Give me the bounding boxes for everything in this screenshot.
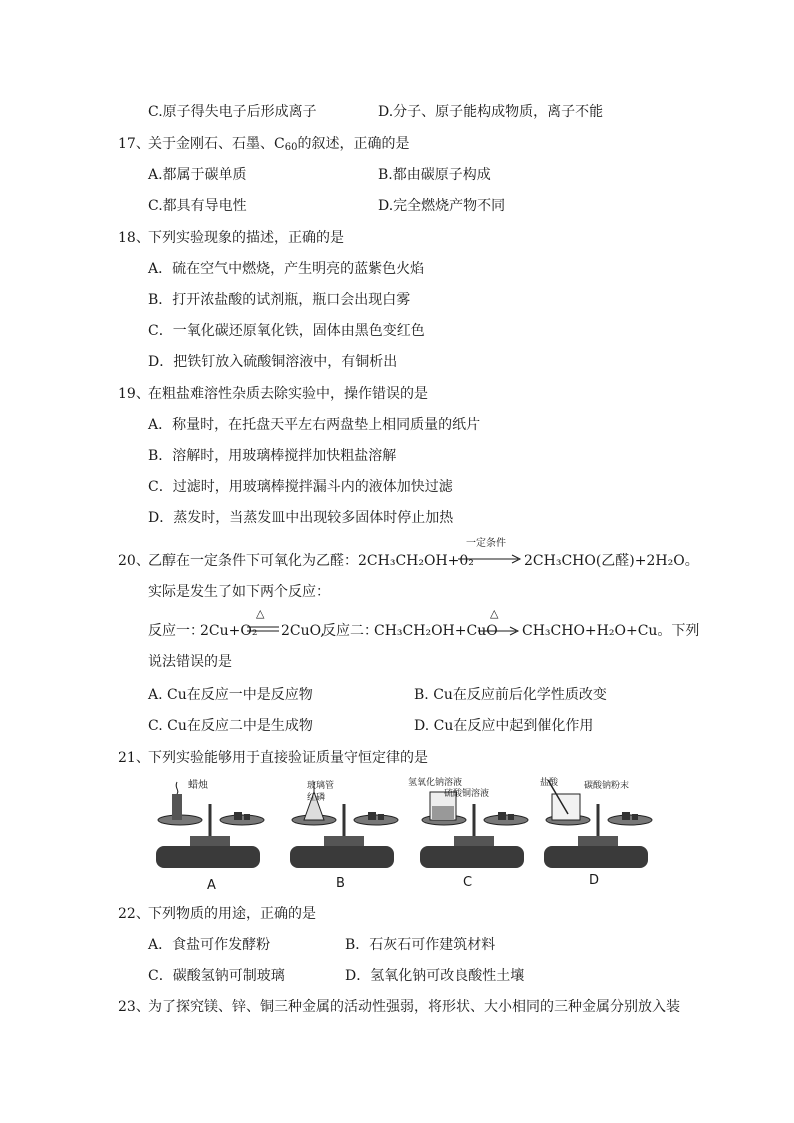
q18-number: 18、 xyxy=(118,230,150,246)
q18-option-b: B．打开浓盐酸的试剂瓶，瓶口会出现白雾 xyxy=(148,292,411,308)
double-line-equals-icon xyxy=(247,625,281,633)
q17-stem: 关于金刚石、石墨、$C_{60}$的叙述，正确的是 xyxy=(148,136,410,153)
q20-line4: 说法错误的是 xyxy=(148,654,232,670)
q20-option-c: C. Cu在反应二中是生成物 xyxy=(148,718,313,734)
figure-c-note1: 氢氧化钠溶液 xyxy=(408,778,463,788)
q20-reaction1-right: 2CuO, xyxy=(281,623,325,639)
q20-line2: 实际是发生了如下两个反应： xyxy=(148,584,330,600)
q20-option-d: D. Cu在反应中起到催化作用 xyxy=(414,718,594,734)
figure-d-balance xyxy=(544,780,652,868)
q20-stem-prefix: 乙醇在一定条件下可氧化为乙醛： xyxy=(148,553,358,569)
right-arrow-icon xyxy=(478,626,520,636)
q23-stem: 为了探究镁、锌、铜三种金属的活动性强弱，将形状、大小相同的三种金属分别放入装 xyxy=(148,999,680,1015)
q23-number: 23、 xyxy=(118,999,150,1015)
figure-a-balance xyxy=(156,782,264,868)
q18-stem: 下列实验现象的描述，正确的是 xyxy=(148,230,344,246)
figure-b-note1: 玻璃管 xyxy=(307,781,335,791)
figure-c-note2: 硫酸铜溶液 xyxy=(444,789,490,799)
q19-option-a: A．称量时，在托盘天平左右两盘垫上相同质量的纸片 xyxy=(148,417,481,433)
q18-option-a: A．硫在空气中燃烧，产生明亮的蓝紫色火焰 xyxy=(148,261,425,277)
figure-a-note: 蜡烛 xyxy=(188,780,208,791)
q17-number: 17、 xyxy=(118,136,150,152)
figure-d-note1: 盐酸 xyxy=(540,778,559,788)
q20-reaction1-heat: △ xyxy=(256,607,265,620)
q20-number: 20、 xyxy=(118,553,150,569)
q19-option-c: C．过滤时，用玻璃棒搅拌漏斗内的液体加快过滤 xyxy=(148,479,453,495)
q19-option-d: D．蒸发时，当蒸发皿中出现较多固体时停止加热 xyxy=(148,510,454,526)
figure-b-label: B xyxy=(336,876,345,891)
q20-reaction2-right: CH₃CHO+H₂O+Cu。下列 xyxy=(522,623,700,639)
q20-equation-left: 2CH₃CH₂OH+0₂ xyxy=(358,553,474,569)
q18-option-d: D．把铁钉放入硫酸铜溶液中，有铜析出 xyxy=(148,354,398,370)
q17-option-a: A.都属于碳单质 xyxy=(148,167,247,183)
q22-option-d: D．氢氧化钠可改良酸性土壤 xyxy=(345,968,525,984)
figure-d-note2: 碳酸钠粉末 xyxy=(584,781,630,791)
q20-equation-right: 2CH₃CHO(乙醛)+2H₂O。 xyxy=(524,553,699,569)
q19-stem: 在粗盐难溶性杂质去除实验中，操作错误的是 xyxy=(148,386,428,402)
figure-c-label: C xyxy=(463,875,473,890)
q22-stem: 下列物质的用途，正确的是 xyxy=(148,906,316,922)
q16-option-c: C.原子得失电子后形成离子 xyxy=(148,104,317,120)
q21-number: 21、 xyxy=(118,750,150,766)
q20-arrow-condition: 一定条件 xyxy=(466,538,506,549)
q22-option-c: C．碳酸氢钠可制玻璃 xyxy=(148,968,285,984)
q19-option-b: B．溶解时，用玻璃棒搅拌加快粗盐溶解 xyxy=(148,448,397,464)
q20-reaction2-left: CH₃CH₂OH+CuO xyxy=(374,623,498,639)
q17-option-c: C.都具有导电性 xyxy=(148,198,247,214)
right-arrow-icon xyxy=(458,554,522,564)
figure-b-note2: 红磷 xyxy=(307,793,326,803)
q20-reaction1-label: 反应一： xyxy=(148,623,204,639)
q22-number: 22、 xyxy=(118,906,150,922)
q21-stem: 下列实验能够用于直接验证质量守恒定律的是 xyxy=(148,750,428,766)
q22-option-a: A．食盐可作发酵粉 xyxy=(148,937,271,953)
q20-option-b: B. Cu在反应前后化学性质改变 xyxy=(414,687,607,703)
q20-reaction2-heat: △ xyxy=(490,607,499,620)
figure-d-label: D xyxy=(589,873,600,888)
q17-option-b: B.都由碳原子构成 xyxy=(378,167,491,183)
figure-a-label: A xyxy=(207,878,216,893)
q22-option-b: B．石灰石可作建筑材料 xyxy=(345,937,496,953)
q20-option-a: A. Cu在反应一中是反应物 xyxy=(148,687,313,703)
q18-option-c: C．一氧化碳还原氧化铁，固体由黑色变红色 xyxy=(148,323,425,339)
q20-reaction1-left: 2Cu+O₂ xyxy=(200,623,258,639)
figure-c-balance xyxy=(420,792,528,868)
q16-option-d: D.分子、原子能构成物质，离子不能 xyxy=(378,104,604,120)
q19-number: 19、 xyxy=(118,386,150,402)
q17-option-d: D.完全燃烧产物不同 xyxy=(378,198,506,214)
q20-reaction2-label: 反应二： xyxy=(322,623,378,639)
